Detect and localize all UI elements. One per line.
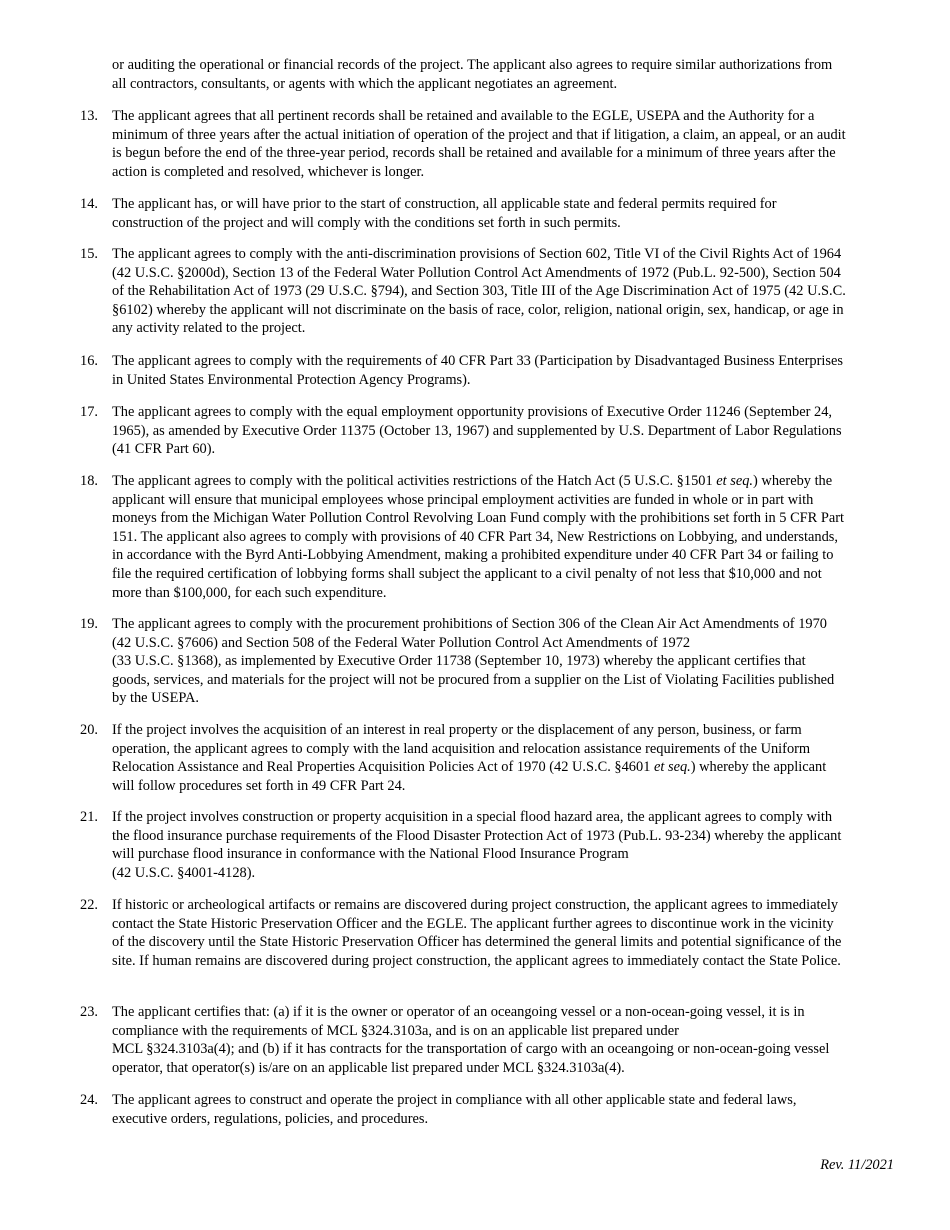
item-number: 18. [80, 473, 98, 489]
item-text [112, 1003, 847, 1077]
item-number: 17. [80, 404, 98, 420]
text-part: MCL §324.3103a(4); and (b) if it has contracts for the transportation of cargo with an oceangoing or non-ocean-going vessel operator, that operator(s) is/are on an applicable list prepared under MCL §324.3103a(4). [112, 1041, 830, 1076]
text-part: The applicant agrees to comply with the political activities restrictions of the Hatch Act (5 U.S.C. §1501 [112, 473, 717, 489]
text-part: If the project involves the acquisition of an interest in real property or the displacement of any person, business, or farm operation, the applicant agrees to comply with the land acquisition and relocation assistance requirements of the Uniform Relocation Assistance and Real Properties Acquisition Policies Act of 1970 (42 U.S.C. §4601 [112, 722, 811, 776]
text-part: If the project involves construction or property acquisition in a special flood hazard area, the applicant agrees to comply with the flood insurance purchase requirements of the Flood Disaster Protection Act of 1973 (Pub.L. 93-234) whereby the applicant will purchase flood insurance in conformance with the National Flood Insurance Program [112, 809, 842, 863]
revision-footer: Rev. 11/2021 [820, 1157, 894, 1173]
item-number: 23. [80, 1004, 98, 1020]
item-number: 14. [80, 196, 98, 212]
item-number: 20. [80, 722, 98, 738]
item-text: The applicant has, or will have prior to the start of construction, all applicable state and federal permits required for construction of the project and will comply with the conditions set forth in such permits. [112, 196, 777, 231]
item-number: 15. [80, 246, 98, 262]
item-text: If historic or archeological artifacts or remains are discovered during project construction, the applicant agrees to immediately contact the State Historic Preservation Officer and the EGLE. The applicant further agrees to discontinue work in the vicinity of the discovery until the State Historic Preservation Officer has determined the general limits and potential significance of the site. If human remains are discovered during project construction, the applicant agrees to immediately contact the State Police. [112, 897, 842, 969]
item-text: The applicant agrees to comply with the anti-discrimination provisions of Section 602, Title VI of the Civil Rights Act of 1964 (42 U.S.C. §2000d), Section 13 of the Federal Water Pollution Control Act Amendments of 1972 (Pub.L. 92-500), Section 504 of the Rehabilitation Act of 1973 (29 U.S.C. §794), and Section 303, Title III of the Age Discrimination Act of 1975 (42 U.S.C. §6102) whereby the applicant will not discriminate on the basis of race, color, religion, national origin, sex, handicap, or age in any activity related to the project. [112, 246, 846, 337]
text-part: (42 U.S.C. §4001-4128). [112, 864, 256, 881]
item-number: 19. [80, 616, 98, 632]
item-number: 21. [80, 809, 98, 825]
item-text [112, 808, 847, 882]
item-text: The applicant agrees to comply with the equal employment opportunity provisions of Executive Order 11246 (September 24, 1965), as amended by Executive Order 11375 (October 13, 1967) and supplemented by U.S. Department of Labor Regulations (41 CFR Part 60). [112, 404, 842, 458]
item-number: 16. [80, 353, 98, 369]
text-part: The applicant agrees to comply with the procurement prohibitions of Section 306 of the Clean Air Act Amendments of 1970 (42 U.S.C. §7606) and Section 508 of the Federal Water Pollution Control Act Amendments of 1972 [112, 616, 827, 651]
text-part: ) whereby the applicant will follow procedures set forth in 49 CFR Part 24. [112, 759, 827, 794]
item-number: 13. [80, 108, 98, 124]
item-text [112, 472, 847, 602]
item-text: The applicant agrees that all pertinent records shall be retained and available to the EGLE, USEPA and the Authority for a minimum of three years after the actual initiation of operation of the project and that if litigation, a claim, an appeal, or an audit is begun before the end of the three-year period, records shall be retained and available for a minimum of three years after the action is completed and resolved, whichever is longer. [112, 108, 846, 180]
item-text: The applicant agrees to comply with the requirements of 40 CFR Part 33 (Participation by Disadvantaged Business Enterprises in United States Environmental Protection Agency Programs). [112, 353, 843, 388]
item-text [112, 615, 847, 708]
item-text [112, 721, 847, 795]
item-number: 24. [80, 1092, 98, 1108]
text-part: The applicant certifies that: (a) if it is the owner or operator of an oceangoing vessel or a non-ocean-going vessel, it is in compliance with the requirements of MCL §324.3103a, and is on an applicable list prepared under [112, 1004, 805, 1039]
item-text: The applicant agrees to construct and operate the project in compliance with all other applicable state and federal laws, executive orders, regulations, policies, and procedures. [112, 1092, 797, 1127]
emphasis-text: et seq. [716, 473, 754, 489]
continuation-paragraph: or auditing the operational or financial records of the project. The applicant also agrees to require similar authorizations from all contractors, consultants, or agents with which the applicant negotiates an agreement. [112, 57, 833, 92]
item-number: 22. [80, 897, 98, 913]
text-part: ) whereby the applicant will ensure that municipal employees whose principal employment activities are funded in whole or in part with moneys from the Michigan Water Pollution Control Revolving Loan Fund comply with the prohibitions set forth in 5 CFR Part 151. The applicant also agrees to comply with provisions of 40 CFR Part 34, New Restrictions on Lobbying, and understands, in accordance with the Byrd Anti-Lobbying Amendment, making a prohibited expenditure under 40 CFR Part 34 or failing to file the required certification of lobbying forms shall subject the applicant to a civil penalty of not less that $10,000 and not more than $100,000, for each such expenditure. [112, 473, 845, 601]
text-part: (33 U.S.C. §1368), as implemented by Executive Order 11738 (September 10, 1973) whereby the applicant certifies that goods, services, and materials for the project will not be procured from a supplier on the List of Violating Facilities published by the USEPA. [112, 653, 835, 707]
emphasis-text: et seq. [654, 759, 691, 776]
